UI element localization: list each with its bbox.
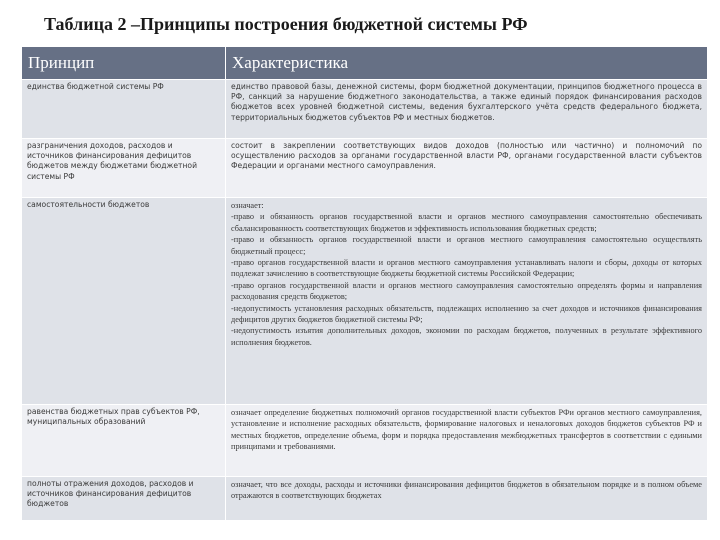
table-row: [22, 198, 708, 405]
principles-table: [21, 46, 708, 521]
principle-cell: единства бюджетной системы РФ: [22, 80, 226, 139]
description-text: означает определение бюджетных полномочий органов государственной власти субъектов РФи органов местного самоуправления, установление и исполнение расходных обязательств, формирование налоговых и неналоговых доходов бюджетов субъектов РФ и местных бюджетов, определение объема, форм и порядка предоставления межбюджетных трансфертов в соответствии с едиными принципами и требованиями.: [231, 408, 702, 452]
description-cell: [226, 139, 708, 198]
description-cell: [226, 80, 708, 139]
description-cell: [226, 198, 708, 405]
description-cell: [226, 405, 708, 477]
description-text: означает, что все доходы, расходы и источники финансирования дефицитов бюджетов в обязательном порядке и в полном объеме отражаются в соответствующих бюджетах: [231, 480, 702, 501]
table-row: [22, 139, 708, 198]
principle-cell: равенства бюджетных прав субъектов РФ, муниципальных образований: [22, 405, 226, 477]
description-text: означает:: [231, 201, 264, 210]
column-header-principle: Принцип: [22, 47, 226, 80]
description-cell: [226, 477, 708, 521]
page-title: Таблица 2 –Принципы построения бюджетной системы РФ: [44, 14, 528, 34]
principle-cell: полноты отражения доходов, расходов и источников финансирования дефицитов бюджетов: [22, 477, 226, 521]
column-header-characteristic: Характеристика: [226, 47, 708, 80]
description-text: состоит в закреплении соответствующих видов доходов (полностью или частично) и полномочий по осуществлению расходов за органами государственной власти РФ, органами государственной власти субъектов Федерации и органами местного самоуправления.: [231, 141, 702, 171]
description-text: -недопустимость установления расходных обязательств, подлежащих исполнению за счет доходов и источников финансирования дефицитов других бюджетов бюджетной системы РФ;: [231, 303, 702, 325]
description-text: -недопустимость изъятия дополнительных доходов, экономии по расходам бюджетов, полученных в результате эффективного исполнения бюджетов.: [231, 326, 702, 347]
table-row: [22, 405, 708, 477]
principle-cell: самостоятельности бюджетов: [22, 198, 226, 405]
description-text: -право и обязанность органов государственной власти и органов местного самоуправления самостоятельно осуществлять бюджетный процесс;: [231, 235, 702, 256]
description-text: -право органов государственной власти и органов местного самоуправления устанавливать налоги и сборы, доходы от которых подлежат зачислению в соответствующие бюджеты бюджетной системы Российской Федерации;: [231, 258, 702, 279]
description-text: единство правовой базы, денежной системы, форм бюджетной документации, принципов бюджетного процесса в РФ, санкций за нарушение бюджетного законодательства, а также единый порядок финансирования расходов бюджетов всех уровней бюджетной системы, ведения бухгалтерского учёта средств федерального бюджета, территориальных бюджетов субъектов РФ и местных бюджетов.: [231, 82, 702, 122]
table-row: [22, 80, 708, 139]
description-text: -право и обязанность органов государственной власти и органов местного самоуправления самостоятельно обеспечивать сбалансированность соответствующих бюджетов и эффективность использования бюджетных средств;: [231, 212, 702, 233]
principle-cell: разграничения доходов, расходов и источников финансирования дефицитов бюджетов между бюджетами бюджетной системы РФ: [22, 139, 226, 198]
description-text: -право органов государственной власти и органов местного самоуправления самостоятельно определять формы и направления расходования средств бюджетов;: [231, 280, 702, 302]
table-header-row: [22, 47, 708, 80]
table-row: [22, 477, 708, 521]
